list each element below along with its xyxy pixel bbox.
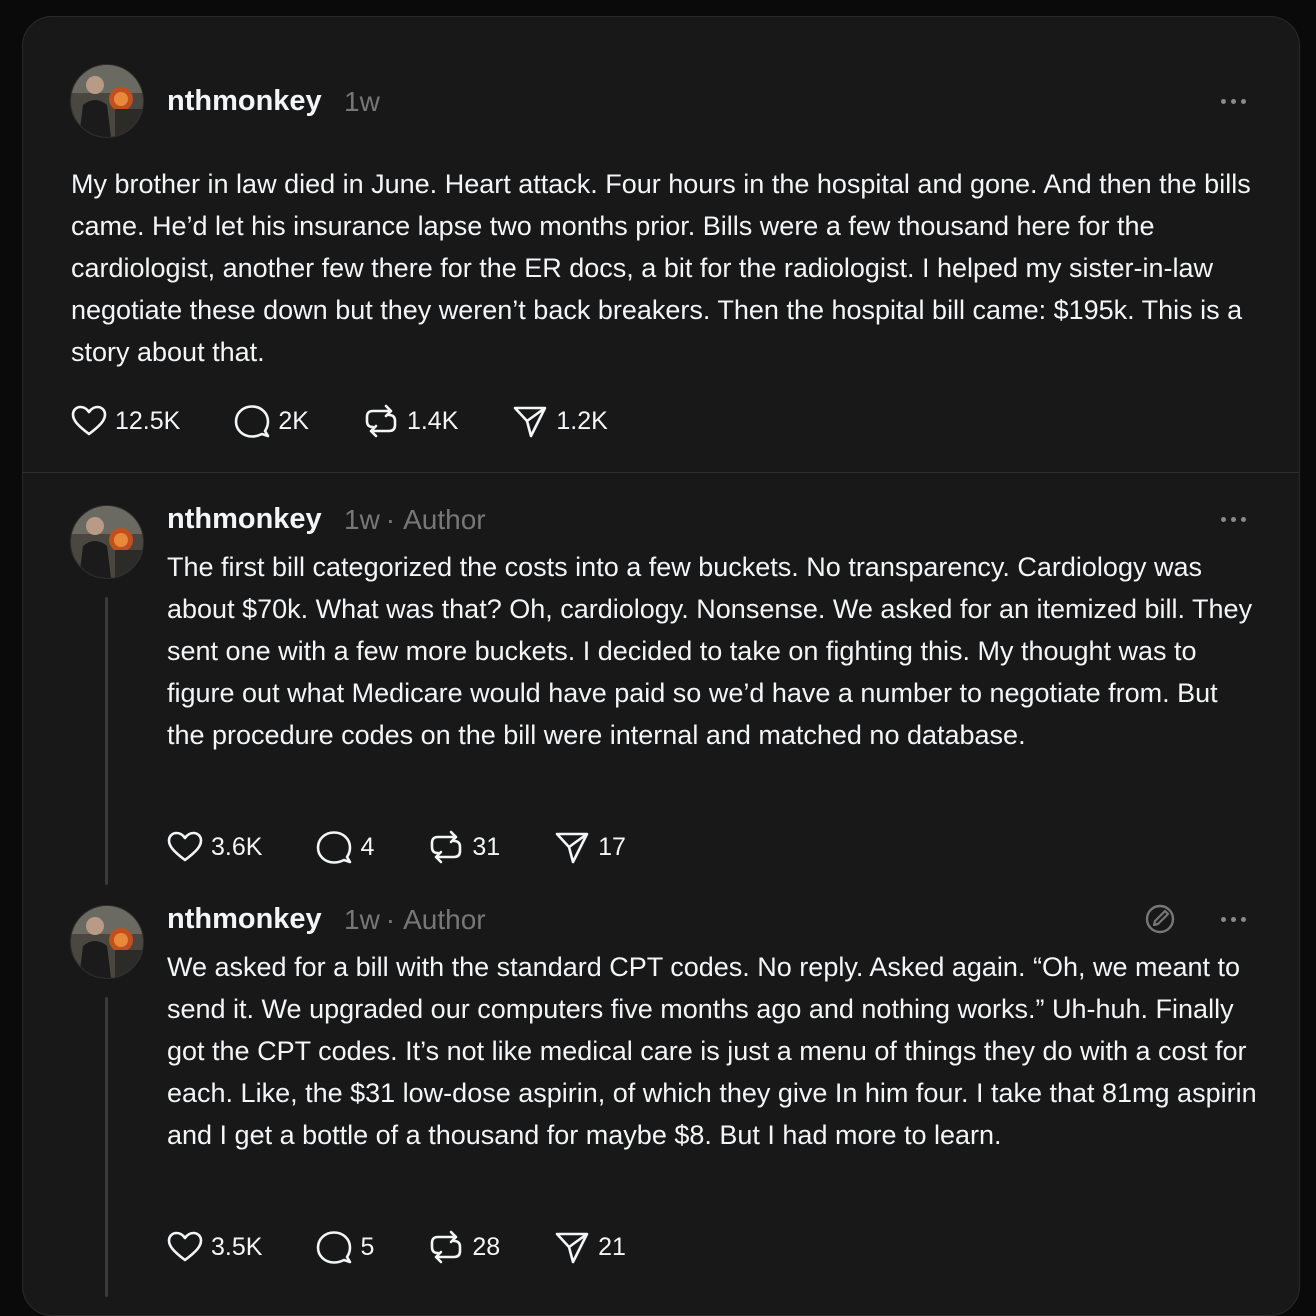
more-dot-icon	[1241, 517, 1246, 522]
reply-button[interactable]	[314, 1227, 374, 1267]
reply-button[interactable]	[232, 401, 309, 441]
avatar[interactable]	[70, 505, 144, 579]
like-button[interactable]	[165, 827, 262, 867]
like-button[interactable]	[165, 1227, 262, 1267]
repost-button[interactable]	[361, 401, 458, 441]
post-actions	[165, 827, 678, 867]
post-text: We asked for a bill with the standard CPT codes. No reply. Asked again. “Oh, we meant to send it. We upgraded our computers five months ago and nothing works.” Uh-huh. Finally got the CPT codes. It’s not like medical care is just a menu of things they do with a cost for each. Like, the $31 low-dose aspirin, of which they give In him four. I take that 81mg aspirin and I get a bottle of a thousand for maybe $8. But I had more to learn.	[167, 952, 1257, 1150]
meta-separator: ·	[385, 904, 396, 935]
more-options-button[interactable]	[1218, 911, 1248, 927]
send-icon	[552, 827, 592, 867]
heart-icon	[69, 401, 109, 441]
send-icon	[510, 401, 550, 441]
post-text: The first bill categorized the costs into a few buckets. No transparency. Cardiology was about $70k. What was that? Oh, cardiology. Nonsense. We asked for an itemized bill. They sent one with a few more buckets. I decided to take on fighting this. My thought was to figure out what Medicare would have paid so we’d have a number to negotiate from. But the procedure codes on the bill were internal and matched no database.	[167, 552, 1253, 750]
edit-icon[interactable]	[1143, 902, 1177, 936]
more-options-button[interactable]	[1218, 93, 1248, 109]
more-dot-icon	[1241, 99, 1246, 104]
author-badge: Author	[403, 904, 486, 935]
post-time: 1w	[344, 904, 380, 935]
post-text: My brother in law died in June. Heart attack. Four hours in the hospital and gone. And then the bills came. He’d let his insurance lapse two months prior. Bills were a few thousand here for the cardiologist, another few there for the ER docs, a bit for the radiologist. I helped my sister-in-law negotiate these down but they weren’t back breakers. Then the hospital bill came: $195k. This is a story about that.	[71, 169, 1251, 367]
more-options-button[interactable]	[1218, 511, 1248, 527]
comment-icon	[232, 401, 272, 441]
more-dot-icon	[1221, 517, 1226, 522]
share-count: 17	[598, 832, 626, 861]
like-count: 12.5K	[115, 406, 181, 435]
comment-icon	[314, 827, 354, 867]
post-meta	[344, 504, 486, 536]
share-count: 21	[598, 1232, 626, 1261]
meta-separator: ·	[385, 504, 396, 535]
share-button[interactable]	[552, 827, 626, 867]
reply-button[interactable]	[314, 827, 374, 867]
post-actions	[69, 401, 660, 441]
more-dot-icon	[1231, 517, 1236, 522]
thread-line	[105, 997, 108, 1297]
like-button[interactable]	[69, 401, 180, 441]
divider	[23, 472, 1299, 473]
post-meta	[344, 904, 486, 936]
repost-count: 31	[472, 832, 501, 861]
author-badge: Author	[403, 504, 486, 535]
post-actions	[165, 1227, 678, 1267]
like-count: 3.6K	[211, 832, 263, 861]
share-button[interactable]	[510, 401, 607, 441]
more-dot-icon	[1231, 99, 1236, 104]
repost-button[interactable]	[426, 827, 500, 867]
more-dot-icon	[1221, 99, 1226, 104]
repost-icon	[361, 401, 401, 441]
more-dot-icon	[1241, 917, 1246, 922]
more-dot-icon	[1231, 917, 1236, 922]
share-count: 1.2K	[556, 406, 608, 435]
repost-count: 28	[472, 1232, 501, 1261]
post-username[interactable]: nthmonkey	[167, 85, 322, 117]
post-time: 1w	[344, 86, 380, 117]
repost-icon	[426, 1227, 466, 1267]
avatar[interactable]	[70, 64, 144, 138]
repost-icon	[426, 827, 466, 867]
repost-count: 1.4K	[406, 406, 459, 435]
reply-count: 2K	[278, 406, 309, 435]
thread-card	[22, 16, 1300, 1316]
comment-icon	[314, 1227, 354, 1267]
more-dot-icon	[1221, 917, 1226, 922]
reply-count: 5	[360, 1232, 375, 1261]
post-username[interactable]: nthmonkey	[167, 503, 322, 535]
repost-button[interactable]	[426, 1227, 500, 1267]
post-username[interactable]: nthmonkey	[167, 903, 322, 935]
like-count: 3.5K	[211, 1232, 263, 1261]
heart-icon	[165, 827, 205, 867]
post-time: 1w	[344, 504, 380, 535]
share-button[interactable]	[552, 1227, 626, 1267]
reply-count: 4	[360, 832, 375, 861]
thread-line	[105, 597, 108, 885]
send-icon	[552, 1227, 592, 1267]
heart-icon	[165, 1227, 205, 1267]
avatar[interactable]	[70, 905, 144, 979]
